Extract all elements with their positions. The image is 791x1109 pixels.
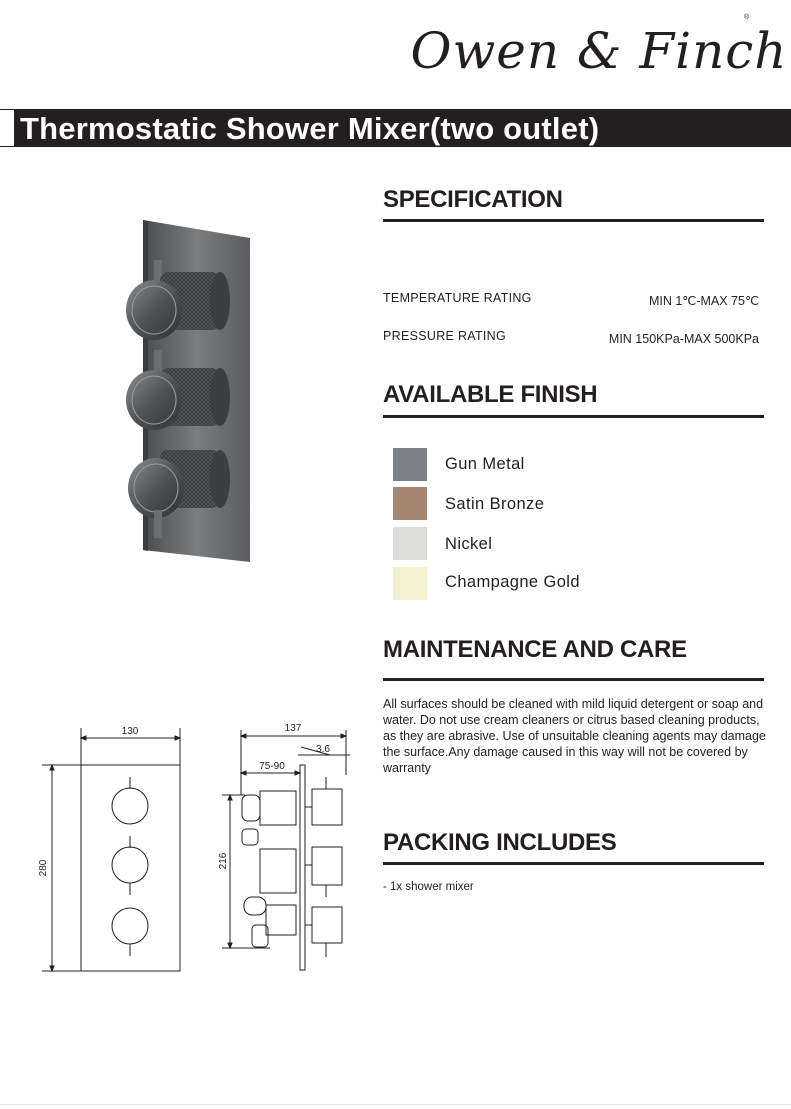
- maintenance-text: All surfaces should be cleaned with mild liquid detergent or soap and water. Do not use cream cleaners or citrus based cleaning products, as they are abrasive. Use of unsuitable cleaning agents may damage the surface.Any damage caused in this way will not be covered by warranty: [383, 697, 766, 775]
- pressure-rating-value: MIN 150KPa-MAX 500KPa: [608, 332, 759, 346]
- maintenance-rule: [383, 678, 764, 681]
- pressure-rating-label: PRESSURE RATING: [383, 329, 507, 343]
- dim-front-height: 280: [38, 859, 49, 877]
- packing-item: - 1x shower mixer: [383, 881, 474, 893]
- finish-name-satin-bronze: Satin Bronze: [445, 495, 545, 513]
- brand-logo: [410, 6, 788, 92]
- finish-swatch-gun-metal: [393, 448, 427, 481]
- finish-rule: [383, 415, 764, 418]
- dim-valve-height: 216: [218, 852, 229, 870]
- page-bottom-line: [0, 1104, 791, 1105]
- temperature-rating-label: TEMPERATURE RATING: [383, 291, 532, 305]
- page-title: Thermostatic Shower Mixer(two outlet): [20, 111, 600, 146]
- dim-body-depth: 75-90: [259, 761, 285, 772]
- dim-plate-thickness: 3.6: [316, 744, 330, 755]
- temperature-rating-value: MIN 1℃-MAX 75℃: [648, 294, 759, 308]
- finish-swatch-satin-bronze: [393, 487, 427, 520]
- finish-swatch-champagne-gold: [393, 567, 427, 600]
- finish-name-nickel: Nickel: [445, 535, 493, 553]
- specification-rule: [383, 219, 764, 222]
- packing-rule: [383, 862, 764, 865]
- finish-heading: AVAILABLE FINISH: [383, 381, 598, 408]
- dim-front-width: 130: [121, 726, 139, 737]
- finish-name-champagne-gold: Champagne Gold: [445, 573, 580, 591]
- packing-heading: PACKING INCLUDES: [383, 829, 617, 856]
- finish-swatch-nickel: [393, 527, 427, 560]
- technical-drawing: [30, 715, 360, 985]
- brand-logo-text: Owen & Finch: [410, 22, 788, 80]
- finish-name-gun-metal: Gun Metal: [445, 455, 525, 473]
- registered-mark: ®: [743, 14, 749, 21]
- title-bar-accent: [0, 110, 14, 146]
- maintenance-heading: MAINTENANCE AND CARE: [383, 636, 687, 663]
- product-image: [110, 210, 260, 570]
- dim-side-depth: 137: [284, 723, 302, 734]
- specification-heading: SPECIFICATION: [383, 186, 563, 213]
